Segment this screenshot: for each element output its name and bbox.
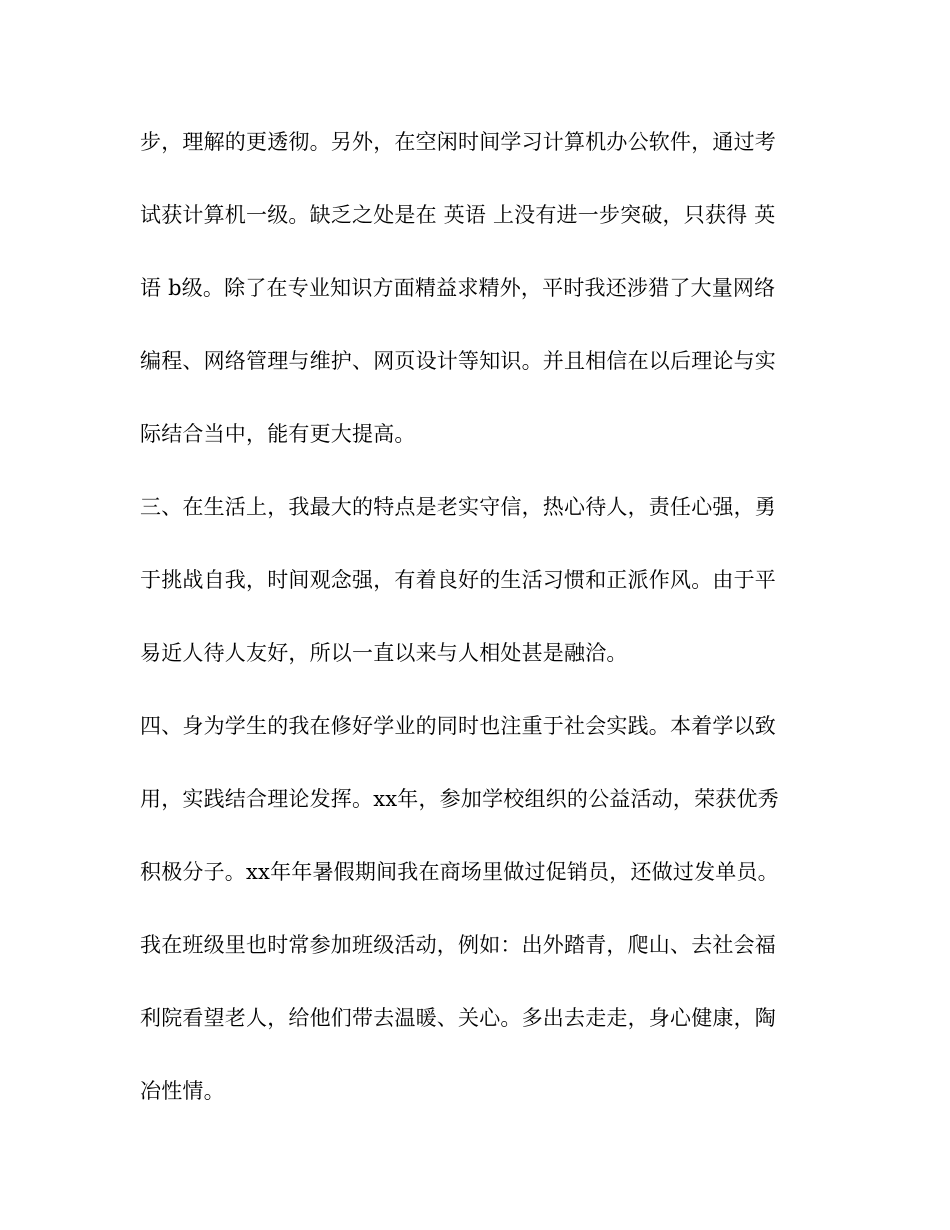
- text-line: 步，理解的更透彻。另外，在空闲时间学习计算机办公软件，通过考: [140, 130, 776, 154]
- text-line: 际结合当中，能有更大提高。: [140, 422, 416, 446]
- text-line: 冶性情。: [140, 1079, 225, 1103]
- text-line: 利院看望老人，给他们带去温暖、关心。多出去走走，身心健康，陶: [140, 1006, 776, 1030]
- text-line: 四、身为学生的我在修好学业的同时也注重于社会实践。本着学以致: [140, 714, 776, 738]
- text-line: 三、在生活上，我最大的特点是老实守信，热心待人，责任心强，勇: [140, 495, 776, 519]
- text-line: 试获计算机一级。缺乏之处是在 英语 上没有进一步突破，只获得 英: [140, 203, 776, 227]
- text-line: 积极分子。xx年年暑假期间我在商场里做过促销员，还做过发单员。: [140, 860, 779, 884]
- text-line: 我在班级里也时常参加班级活动，例如：出外踏青，爬山、去社会福: [140, 933, 776, 957]
- text-line: 用，实践结合理论发挥。xx年，参加学校组织的公益活动，荣获优秀: [140, 787, 779, 811]
- text-line: 易近人待人友好，所以一直以来与人相处甚是融洽。: [140, 641, 628, 665]
- text-line: 语 b级。除了在专业知识方面精益求精外，平时我还涉猎了大量网络: [140, 276, 776, 300]
- text-line: 编程、网络管理与维护、网页设计等知识。并且相信在以后理论与实: [140, 349, 776, 373]
- text-line: 于挑战自我，时间观念强，有着良好的生活习惯和正派作风。由于平: [140, 568, 776, 592]
